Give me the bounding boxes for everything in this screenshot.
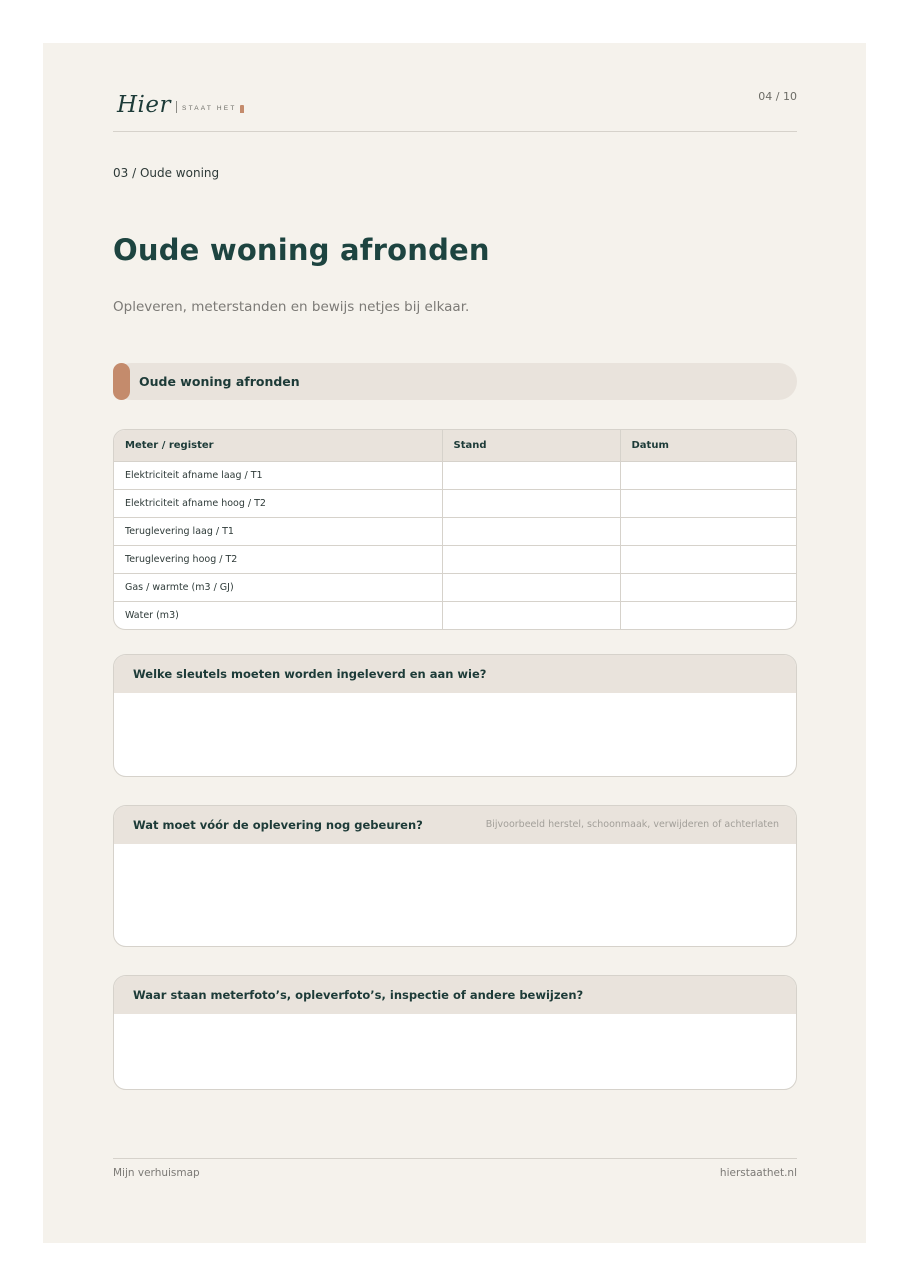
- datum-cell[interactable]: [620, 462, 796, 490]
- header-divider: [113, 131, 797, 132]
- stand-cell[interactable]: [442, 602, 620, 630]
- footer-label: Mijn verhuismap: [113, 1167, 200, 1179]
- meter-label: Elektriciteit afname laag / T1: [114, 462, 442, 490]
- answer-area[interactable]: [114, 693, 796, 776]
- stand-cell[interactable]: [442, 574, 620, 602]
- datum-cell[interactable]: [620, 574, 796, 602]
- column-header-datum: Datum: [620, 430, 796, 462]
- bookmark-icon: [240, 105, 244, 113]
- table-header-row: [114, 430, 796, 462]
- table-row: [114, 490, 796, 518]
- meter-label: Elektriciteit afname hoog / T2: [114, 490, 442, 518]
- section-header: [113, 363, 797, 400]
- datum-cell[interactable]: [620, 602, 796, 630]
- question-box-oplevering: [113, 805, 797, 947]
- page-title: Oude woning afronden: [113, 233, 490, 267]
- datum-cell[interactable]: [620, 490, 796, 518]
- answer-area[interactable]: [114, 1014, 796, 1089]
- question-title: Waar staan meterfoto’s, opleverfoto’s, inspectie of andere bewijzen?: [133, 988, 584, 1002]
- question-box-bewijzen: [113, 975, 797, 1090]
- meter-label: Gas / warmte (m3 / GJ): [114, 574, 442, 602]
- question-title: Welke sleutels moeten worden ingeleverd en aan wie?: [133, 667, 487, 681]
- table-row: [114, 518, 796, 546]
- datum-cell[interactable]: [620, 546, 796, 574]
- section-title: Oude woning afronden: [139, 374, 300, 389]
- table-row: [114, 546, 796, 574]
- page-content: [113, 43, 797, 1243]
- table-row: [114, 602, 796, 630]
- column-header-meter: Meter / register: [114, 430, 442, 462]
- brand-logo: [117, 93, 244, 117]
- meter-label: Teruglevering hoog / T2: [114, 546, 442, 574]
- document-page: [43, 43, 866, 1243]
- footer-divider: [113, 1158, 797, 1159]
- stand-cell[interactable]: [442, 546, 620, 574]
- question-box-sleutels: [113, 654, 797, 777]
- stand-cell[interactable]: [442, 518, 620, 546]
- datum-cell[interactable]: [620, 518, 796, 546]
- meter-label: Water (m3): [114, 602, 442, 630]
- question-title: Wat moet vóór de oplevering nog gebeuren?: [133, 818, 423, 832]
- answer-area[interactable]: [114, 844, 796, 946]
- stand-cell[interactable]: [442, 490, 620, 518]
- table-row: [114, 462, 796, 490]
- question-header: [114, 655, 796, 693]
- meter-label: Teruglevering laag / T1: [114, 518, 442, 546]
- question-header: [114, 976, 796, 1014]
- stand-cell[interactable]: [442, 462, 620, 490]
- section-accent-pill: [113, 363, 130, 400]
- question-header: [114, 806, 796, 844]
- column-header-stand: Stand: [442, 430, 620, 462]
- meter-table: [113, 429, 797, 630]
- question-hint: Bijvoorbeeld herstel, schoonmaak, verwijderen of achterlaten: [485, 819, 779, 830]
- table-row: [114, 574, 796, 602]
- footer-website: hierstaathet.nl: [719, 1167, 797, 1179]
- page-subtitle: Opleveren, meterstanden en bewijs netjes bij elkaar.: [113, 299, 470, 315]
- page-number: 04 / 10: [758, 90, 797, 103]
- logo-divider: [176, 101, 177, 113]
- breadcrumb: 03 / Oude woning: [113, 166, 220, 180]
- logo-script: Hier: [117, 92, 172, 118]
- logo-tagline: STAAT HET: [182, 105, 237, 112]
